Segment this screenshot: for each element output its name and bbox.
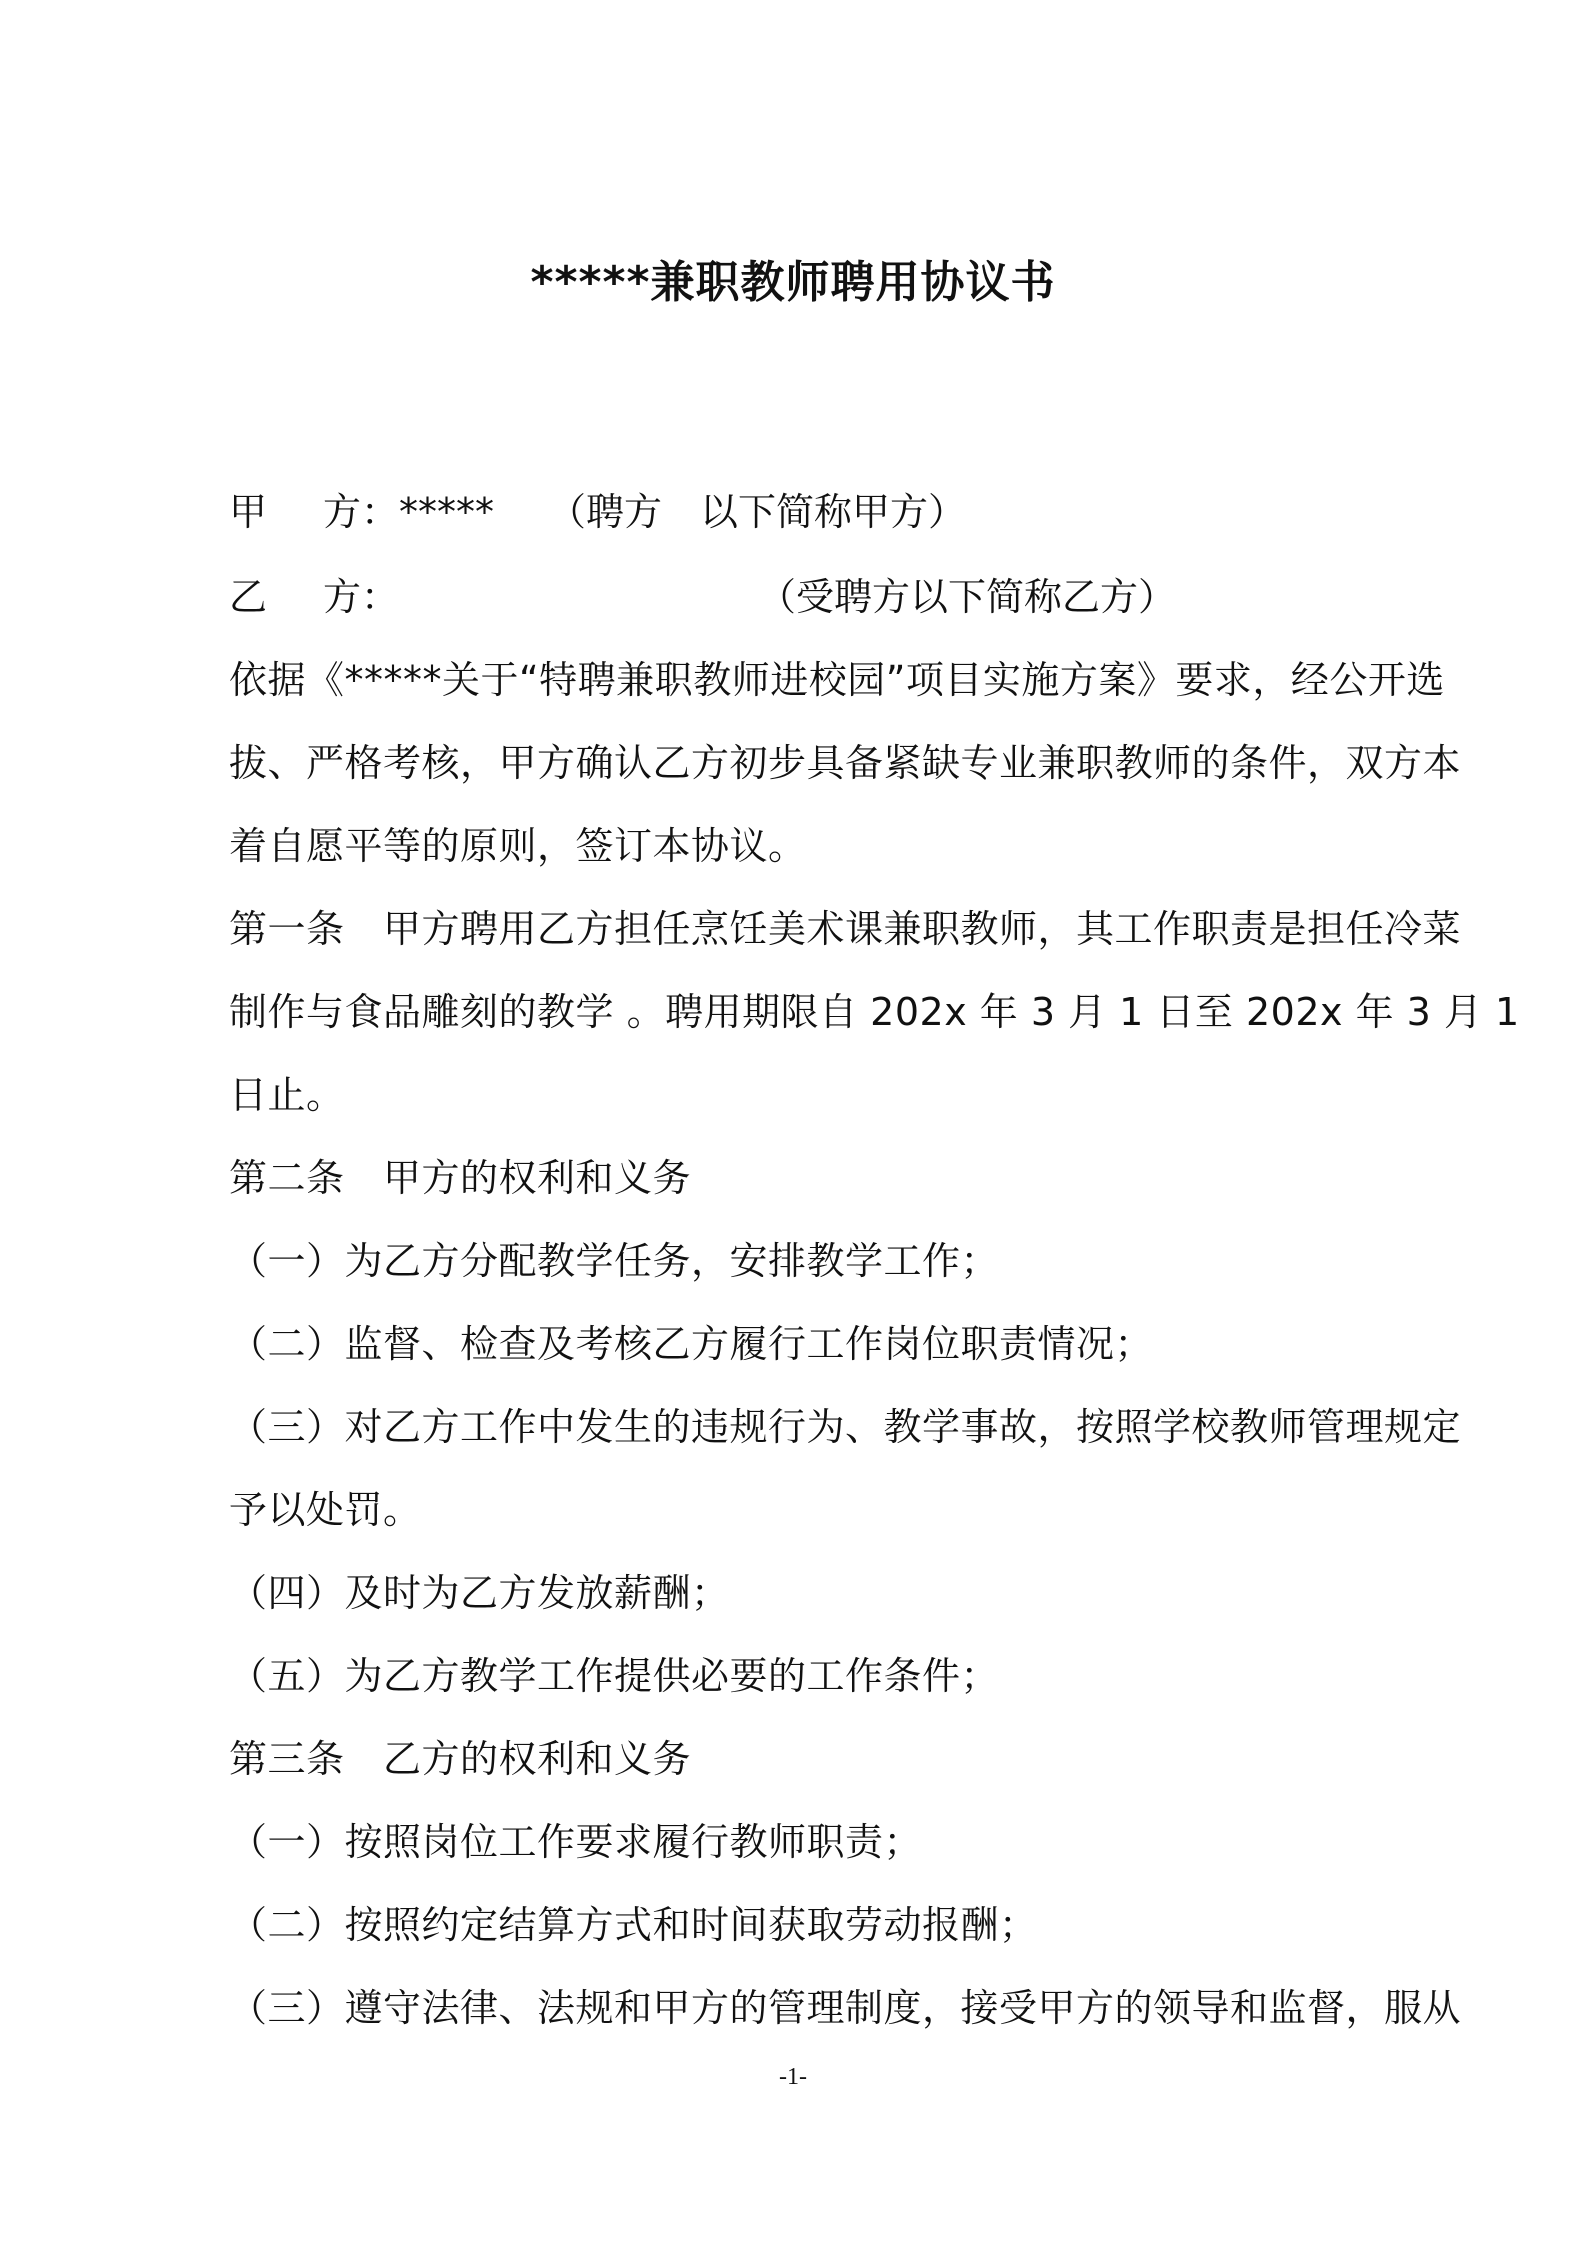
party-b-label-right: 方： bbox=[323, 575, 400, 619]
body-line: 着自愿平等的原则，签订本协议。 bbox=[229, 824, 807, 868]
article-2-heading: 第二条 甲方的权利和义务 bbox=[229, 1156, 692, 1200]
list-item: （五）为乙方教学工作提供必要的工作条件； bbox=[229, 1654, 1000, 1698]
list-item: （三）对乙方工作中发生的违规行为、教学事故，按照学校教师管理规定 bbox=[229, 1405, 1462, 1449]
party-b-note: （受聘方以下简称乙方） bbox=[758, 575, 1177, 619]
party-a-label-left: 甲 bbox=[229, 490, 268, 534]
list-item: （二）监督、检查及考核乙方履行工作岗位职责情况； bbox=[229, 1322, 1154, 1366]
article-3-heading: 第三条 乙方的权利和义务 bbox=[229, 1737, 692, 1781]
document-title: *****兼职教师聘用协议书 bbox=[530, 257, 1056, 308]
party-a-label-right: 方：***** bbox=[323, 490, 495, 534]
list-item: （四）及时为乙方发放薪酬； bbox=[229, 1571, 730, 1615]
party-b-label-left: 乙 bbox=[229, 575, 268, 619]
body-line: 予以处罚。 bbox=[229, 1488, 422, 1532]
list-item: （一）为乙方分配教学任务，安排教学工作； bbox=[229, 1239, 1000, 1283]
body-line: 制作与食品雕刻的教学 。聘用期限自 202x 年 3 月 1 日至 202x 年 3 月 1 bbox=[229, 990, 1520, 1034]
body-line: 日止。 bbox=[229, 1073, 345, 1117]
page-number: -1- bbox=[779, 2064, 807, 2090]
body-line: 依据《*****关于“特聘兼职教师进校园”项目实施方案》要求，经公开选 bbox=[229, 658, 1445, 702]
list-item: （一）按照岗位工作要求履行教师职责； bbox=[229, 1820, 923, 1864]
list-item: （三）遵守法律、法规和甲方的管理制度，接受甲方的领导和监督，服从 bbox=[229, 1986, 1462, 2030]
list-item: （二）按照约定结算方式和时间获取劳动报酬； bbox=[229, 1903, 1038, 1947]
body-line: 拔、严格考核，甲方确认乙方初步具备紧缺专业兼职教师的条件，双方本 bbox=[229, 741, 1462, 785]
party-a-note: （聘方 以下简称甲方） bbox=[548, 490, 967, 534]
article-1-line: 第一条 甲方聘用乙方担任烹饪美术课兼职教师，其工作职责是担任冷菜 bbox=[229, 907, 1462, 951]
